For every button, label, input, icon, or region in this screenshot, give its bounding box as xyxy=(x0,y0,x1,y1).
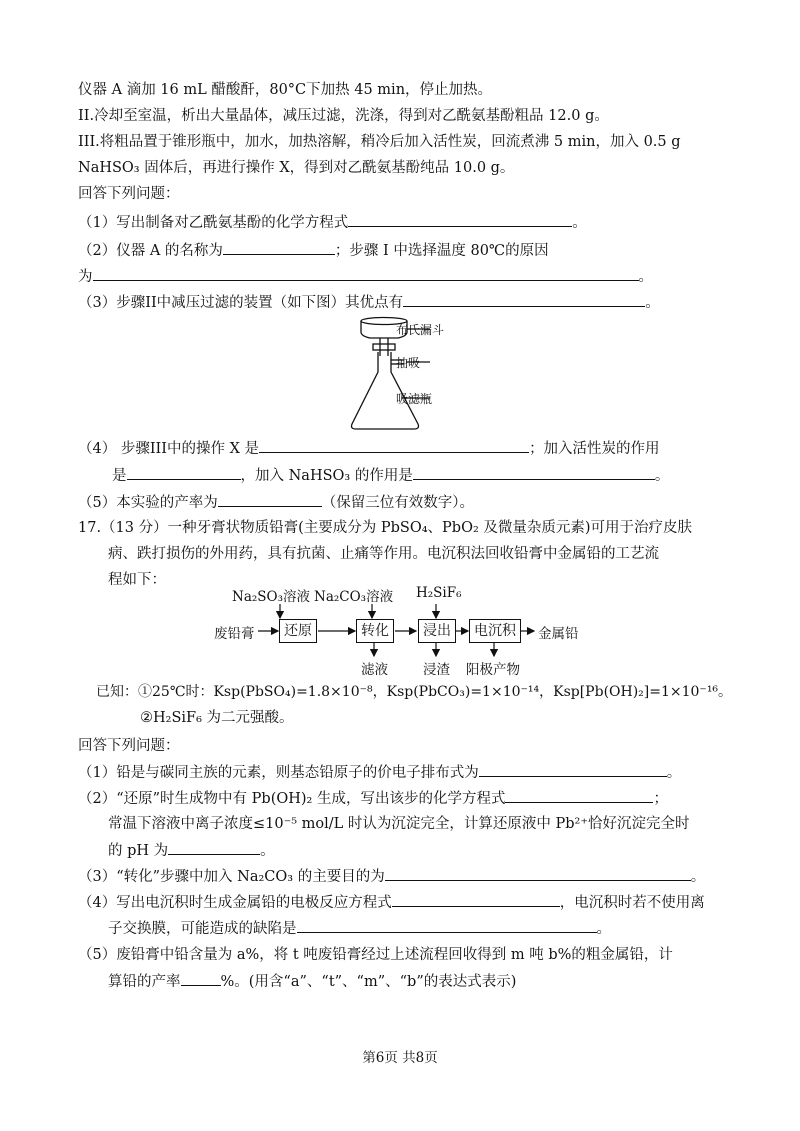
input-na2so3: Na₂SO₃溶液 xyxy=(232,589,311,605)
page-footer: 第6页 共8页 xyxy=(362,1050,438,1066)
known-conditions-1: 已知：①25℃时：Ksp(PbSO₄)=1.8×10⁻⁸，Ksp(PbCO₃)=1×10⁻¹⁴，Ksp[Pb(OH)₂]=1×10⁻¹⁶。 xyxy=(96,684,733,700)
punct-semicolon: ； xyxy=(653,791,668,807)
text-line: III.将粗品置于锥形瓶中，加水，加热溶解，稍冷后加入活性炭，回流煮沸 5 min，加入 0.5 g xyxy=(78,134,681,150)
answer-blank[interactable] xyxy=(505,788,653,803)
q4-text-c: 是 xyxy=(112,468,127,484)
input-h2sif6: H₂SiF₆ xyxy=(416,585,462,601)
text-line: 回答下列问题： xyxy=(78,186,180,202)
question-2 xyxy=(78,240,549,261)
q4-text-d: ，加入 NaHSO₃ 的作用是 xyxy=(240,468,413,484)
step-leach-box: 浸出 xyxy=(418,619,456,643)
question-17-5-cont xyxy=(108,971,516,992)
punct-period: 。 xyxy=(260,843,275,859)
r2-text-c: 的 pH 为 xyxy=(108,843,169,859)
label-suction: 抽吸 xyxy=(396,356,421,370)
answer-blank[interactable] xyxy=(385,866,691,881)
answer-blank[interactable] xyxy=(348,212,572,227)
q2-text-b: ；步骤 I 中选择温度 80℃的原因 xyxy=(334,243,549,259)
question-3 xyxy=(78,292,660,313)
answer-blank[interactable] xyxy=(297,918,597,933)
flow-start: 废铅膏 xyxy=(214,626,255,642)
r1-text: （1）铅是与碳同主族的元素，则基态铅原子的价电子排布式为 xyxy=(78,765,479,781)
problem-17-line: 病、跌打损伤的外用药，具有抗菌、止痛等作用。电沉积法回收铅膏中金属铅的工艺流 xyxy=(108,546,659,562)
output-anode-product: 阳极产物 xyxy=(466,662,520,678)
r4-text-b: ，电沉积时若不使用离 xyxy=(559,895,705,911)
flow-end: 金属铅 xyxy=(538,626,579,642)
question-4-cont xyxy=(112,465,669,486)
known-conditions-2: ②H₂SiF₆ 为二元强酸。 xyxy=(140,710,294,726)
r5-text-c: %。(用含“a”、“t”、“m”、“b”的表达式表示) xyxy=(220,974,517,990)
answer-blank[interactable] xyxy=(181,971,221,986)
q4-text-b: ；加入活性炭的作用 xyxy=(529,441,660,457)
punct-period: 。 xyxy=(690,869,706,885)
q5-text-a: （5）本实验的产率为 xyxy=(78,495,218,511)
answer-blank[interactable] xyxy=(218,492,322,507)
output-filtrate: 滤液 xyxy=(361,662,388,678)
answer-blank[interactable] xyxy=(259,438,529,453)
punct-period: 。 xyxy=(638,269,653,285)
problem-17-line: 17.（13 分）一种牙膏状物质铅膏(主要成分为 PbSO₄、PbO₂ 及微量杂质元素)可用于治疗皮肤 xyxy=(78,520,693,536)
question-17-1 xyxy=(78,762,681,783)
text-line: 仪器 A 滴加 16 mL 醋酸酐，80°C下加热 45 min，停止加热。 xyxy=(78,82,493,98)
q4-text-a: （4） 步骤III中的操作 X 是 xyxy=(78,441,260,457)
text-line: NaHSO₃ 固体后，再进行操作 X，得到对乙酰氨基酚纯品 10.0 g。 xyxy=(78,160,515,176)
q1-text: （1）写出制备对乙酰氨基酚的化学方程式 xyxy=(78,215,349,231)
r2-text-a: （2）“还原”时生成物中有 Pb(OH)₂ 生成，写出该步的化学方程式 xyxy=(78,791,506,807)
answer-blank[interactable] xyxy=(168,840,260,855)
input-na2co3: Na₂CO₃溶液 xyxy=(314,589,394,605)
answer-blank[interactable] xyxy=(479,762,667,777)
question-17-2 xyxy=(78,788,668,809)
question-17-3 xyxy=(78,866,705,887)
problem-17-line: 程如下： xyxy=(108,572,166,588)
q2-text-c: 为 xyxy=(78,269,93,285)
question-5 xyxy=(78,492,474,513)
q3-text: （3）步骤II中减压过滤的装置（如下图）其优点有 xyxy=(78,295,404,311)
punct-period: 。 xyxy=(572,215,587,231)
q2-text-a: （2）仪器 A 的名称为 xyxy=(78,243,223,259)
punct-period: 。 xyxy=(666,765,682,781)
text-line: II.冷却至室温，析出大量晶体，减压过滤，洗涤，得到对乙酰氨基酚粗品 12.0 g。 xyxy=(78,108,609,124)
answer-blank[interactable] xyxy=(413,465,655,480)
r5-text-b: 算铅的产率 xyxy=(108,974,181,990)
r4-text-c: 子交换膜，可能造成的缺陷是 xyxy=(108,921,297,937)
question-4 xyxy=(78,438,660,459)
punct-period: 。 xyxy=(596,921,611,937)
question-1 xyxy=(78,212,587,233)
question-17-2-cont xyxy=(108,840,275,861)
question-2-cont xyxy=(78,266,653,287)
output-residue: 浸渣 xyxy=(423,662,450,678)
label-buchner-funnel: 布氏漏斗 xyxy=(396,323,445,337)
stopper xyxy=(373,344,395,350)
answer-blank[interactable] xyxy=(127,465,241,480)
r3-text: （3）“转化”步骤中加入 Na₂CO₃ 的主要目的为 xyxy=(78,869,385,885)
punct-period: 。 xyxy=(645,295,660,311)
answer-blank[interactable] xyxy=(403,292,645,307)
question-17-4-cont xyxy=(108,918,611,939)
question-17-5: （5）废铅膏中铅含量为 a%，将 t 吨废铅膏经过上述流程回收得到 m 吨 b%的粗金属铅，计 xyxy=(78,947,673,963)
q5-text-b: （保留三位有效数字）。 xyxy=(321,495,474,511)
r4-text-a: （4）写出电沉积时生成金属铅的电极反应方程式 xyxy=(78,895,392,911)
step-reduce-box: 还原 xyxy=(279,619,317,643)
question-17-2-cont: 常温下溶液中离子浓度≤10⁻⁵ mol/L 时认为沉淀完全，计算还原液中 Pb²⁺恰好沉淀完全时 xyxy=(108,816,690,832)
answer-blank[interactable] xyxy=(392,892,560,907)
answer-prompt: 回答下列问题： xyxy=(78,738,180,754)
label-suction-flask: 吸滤瓶 xyxy=(396,392,433,406)
question-17-4 xyxy=(78,892,705,913)
step-electrodeposit-box: 电沉积 xyxy=(469,619,521,643)
step-convert-box: 转化 xyxy=(356,619,394,643)
punct-period: 。 xyxy=(654,468,670,484)
answer-blank[interactable] xyxy=(93,266,639,281)
answer-blank[interactable] xyxy=(223,240,335,255)
